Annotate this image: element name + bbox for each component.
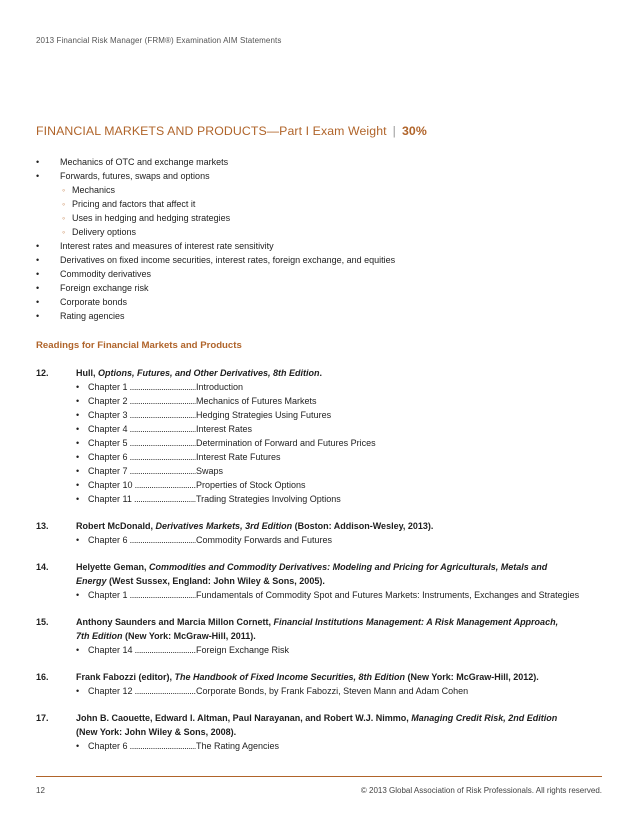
chapter-item — [36, 450, 602, 464]
book-title: Options, Futures, and Other Derivatives, 8th Edition — [98, 368, 320, 378]
chapter-item — [36, 436, 602, 450]
chapter-title: Mechanics of Futures Markets — [196, 396, 317, 406]
chapter-label: Chapter 11 ..... — [88, 492, 196, 506]
topic-item — [36, 253, 602, 267]
chapter-item — [36, 684, 602, 698]
book-title: The Handbook of Fixed Income Securities, 8th Edition — [174, 672, 406, 682]
chapter-title: The Rating Agencies — [196, 741, 280, 751]
topic-text: Interest rates and measures of interest rate sensitivity — [60, 241, 274, 251]
reading-entry — [36, 366, 602, 506]
chapter-label: Chapter 6 ..... — [88, 533, 196, 547]
chapter-title: Foreign Exchange Risk — [196, 645, 290, 655]
footer-divider — [36, 776, 602, 777]
chapter-label: Chapter 6 ..... — [88, 450, 196, 464]
chapter-label: Chapter 14 ..... — [88, 643, 196, 657]
topic-list — [36, 155, 602, 323]
bullet-icon: ◦ — [62, 227, 66, 237]
book-title: Financial Institutions Management: A Risk Management Approach, — [273, 617, 559, 627]
reading-citation-line — [36, 574, 602, 588]
topic-text: Mechanics of OTC and exchange markets — [60, 157, 229, 167]
chapter-item — [36, 394, 602, 408]
topic-text: Forwards, futures, swaps and options — [60, 171, 210, 181]
chapter-label: Chapter 1 ..... — [88, 588, 196, 602]
chapter-label: Chapter 10 ..... — [88, 478, 196, 492]
chapter-title: Swaps — [196, 466, 224, 476]
sub-topic-item — [36, 183, 602, 197]
sub-topic-item — [36, 211, 602, 225]
book-title: Derivatives Markets, 3rd Edition — [155, 521, 293, 531]
citation-text: (Boston: Addison-Wesley, 2013). — [292, 521, 434, 531]
chapter-item — [36, 492, 602, 506]
reading-citation-line — [36, 615, 602, 629]
reading-entry — [36, 519, 602, 547]
bullet-icon: • — [36, 297, 40, 307]
topic-text: Rating agencies — [60, 311, 125, 321]
reading-number: 17. — [36, 713, 49, 723]
running-header: 2013 Financial Risk Manager (FRM®) Examination AIM Statements — [36, 36, 282, 45]
topic-item — [36, 169, 602, 183]
bullet-icon: • — [76, 382, 80, 392]
bullet-icon: • — [76, 452, 80, 462]
reading-citation-line — [36, 711, 602, 725]
chapter-item — [36, 533, 602, 547]
bullet-icon: • — [76, 645, 80, 655]
citation-text: John B. Caouette, Edward I. Altman, Paul Narayanan, and Robert W.J. Nimmo, — [76, 713, 412, 723]
sub-topic-item — [36, 197, 602, 211]
citation-text: . — [319, 368, 323, 378]
bullet-icon: • — [36, 157, 40, 167]
topic-text: Pricing and factors that affect it — [72, 199, 196, 209]
book-title: Managing Credit Risk, 2nd Edition — [411, 713, 558, 723]
reading-citation — [36, 631, 256, 641]
topic-item — [36, 309, 602, 323]
reading-entry — [36, 615, 602, 657]
bullet-icon: • — [36, 311, 40, 321]
citation-text: Robert McDonald, — [76, 521, 156, 531]
chapter-item — [36, 464, 602, 478]
sub-topic-item — [36, 225, 602, 239]
reading-citation — [36, 713, 557, 723]
reading-citation — [36, 727, 236, 737]
citation-text: (New York: McGraw-Hill, 2011). — [122, 631, 256, 641]
topic-text: Foreign exchange risk — [60, 283, 149, 293]
chapter-title: Interest Rates — [196, 424, 253, 434]
bullet-icon: • — [36, 269, 40, 279]
bullet-icon: • — [76, 466, 80, 476]
reading-citation — [36, 562, 547, 572]
chapter-label: Chapter 1 ..... — [88, 380, 196, 394]
chapter-label: Chapter 3 ..... — [88, 408, 196, 422]
reading-citation-line — [36, 560, 602, 574]
book-title: Commodities and Commodity Derivatives: Modeling and Pricing for Agriculturals, Metals and — [149, 562, 548, 572]
reading-citation — [36, 368, 322, 378]
chapter-label: Chapter 5 ..... — [88, 436, 196, 450]
topic-text: Uses in hedging and hedging strategies — [72, 213, 231, 223]
bullet-icon: • — [36, 241, 40, 251]
section-title-text: FINANCIAL MARKETS AND PRODUCTS—Part I Exam Weight — [36, 124, 387, 138]
chapter-item — [36, 422, 602, 436]
chapter-item — [36, 643, 602, 657]
citation-text: (New York: McGraw-Hill, 2012). — [405, 672, 539, 682]
citation-text: Anthony Saunders and Marcia Millon Cornett, — [76, 617, 274, 627]
reading-number: 13. — [36, 521, 49, 531]
topic-item — [36, 295, 602, 309]
chapter-item — [36, 478, 602, 492]
chapter-title: Corporate Bonds, by Frank Fabozzi, Steven Mann and Adam Cohen — [196, 686, 469, 696]
bullet-icon: • — [76, 686, 80, 696]
citation-text: (West Sussex, England: John Wiley & Sons, 2005). — [106, 576, 325, 586]
chapter-title: Introduction — [196, 382, 244, 392]
page-number: 12 — [36, 786, 45, 795]
bullet-icon: ◦ — [62, 199, 66, 209]
reading-number: 15. — [36, 617, 49, 627]
bullet-icon: ◦ — [62, 185, 66, 195]
copyright-notice: © 2013 Global Association of Risk Professionals. All rights reserved. — [360, 786, 602, 795]
bullet-icon: • — [76, 741, 80, 751]
chapter-item — [36, 380, 602, 394]
bullet-icon: ◦ — [62, 213, 66, 223]
bullet-icon: • — [76, 438, 80, 448]
chapter-item — [36, 588, 602, 602]
bullet-icon: • — [76, 396, 80, 406]
bullet-icon: • — [36, 283, 40, 293]
title-separator: | — [392, 124, 396, 138]
topic-item — [36, 155, 602, 169]
reading-citation — [36, 576, 325, 586]
topic-text: Commodity derivatives — [60, 269, 152, 279]
reading-citation-line — [36, 366, 602, 380]
reading-citation-line — [36, 725, 602, 739]
book-title: Energy — [76, 576, 107, 586]
citation-text: Hull, — [76, 368, 98, 378]
reading-citation — [36, 672, 539, 682]
chapter-label: Chapter 6 ..... — [88, 739, 196, 753]
reading-citation-line — [36, 519, 602, 533]
citation-text: Helyette Geman, — [76, 562, 150, 572]
topic-text: Delivery options — [72, 227, 137, 237]
bullet-icon: • — [76, 424, 80, 434]
reading-number: 12. — [36, 368, 49, 378]
chapter-label: Chapter 12 ..... — [88, 684, 196, 698]
section-title — [36, 124, 427, 138]
chapter-label: Chapter 4 ..... — [88, 422, 196, 436]
bullet-icon: • — [36, 255, 40, 265]
reading-citation — [36, 617, 558, 627]
chapter-title: Hedging Strategies Using Futures — [196, 410, 332, 420]
book-title: 7th Edition — [76, 631, 123, 641]
topic-item — [36, 281, 602, 295]
chapter-title: Properties of Stock Options — [196, 480, 306, 490]
topic-text: Derivatives on fixed income securities, interest rates, foreign exchange, and equities — [60, 255, 396, 265]
chapter-label: Chapter 7 ..... — [88, 464, 196, 478]
bullet-icon: • — [76, 535, 80, 545]
chapter-title: Commodity Forwards and Futures — [196, 535, 333, 545]
reading-entry — [36, 560, 602, 602]
bullet-icon: • — [36, 171, 40, 181]
readings-list — [36, 366, 602, 766]
reading-number: 16. — [36, 672, 49, 682]
reading-number: 14. — [36, 562, 49, 572]
reading-citation — [36, 521, 433, 531]
reading-citation-line — [36, 670, 602, 684]
reading-citation-line — [36, 629, 602, 643]
topic-item — [36, 239, 602, 253]
chapter-item — [36, 739, 602, 753]
chapter-title: Trading Strategies Involving Options — [196, 494, 341, 504]
chapter-title: Fundamentals of Commodity Spot and Futures Markets: Instruments, Exchanges and Strategies — [196, 590, 580, 600]
chapter-label: Chapter 2 ..... — [88, 394, 196, 408]
bullet-icon: • — [76, 480, 80, 490]
citation-text: (New York: John Wiley & Sons, 2008). — [76, 727, 237, 737]
exam-weight: 30% — [401, 124, 427, 138]
chapter-title: Determination of Forward and Futures Prices — [196, 438, 376, 448]
bullet-icon: • — [76, 410, 80, 420]
topic-text: Corporate bonds — [60, 297, 128, 307]
chapter-title: Interest Rate Futures — [196, 452, 281, 462]
bullet-icon: • — [76, 590, 80, 600]
readings-title: Readings for Financial Markets and Products — [36, 340, 242, 351]
topic-item — [36, 267, 602, 281]
bullet-icon: • — [76, 494, 80, 504]
reading-entry — [36, 711, 602, 753]
topic-text: Mechanics — [72, 185, 116, 195]
chapter-item — [36, 408, 602, 422]
citation-text: Frank Fabozzi (editor), — [76, 672, 175, 682]
reading-entry — [36, 670, 602, 698]
